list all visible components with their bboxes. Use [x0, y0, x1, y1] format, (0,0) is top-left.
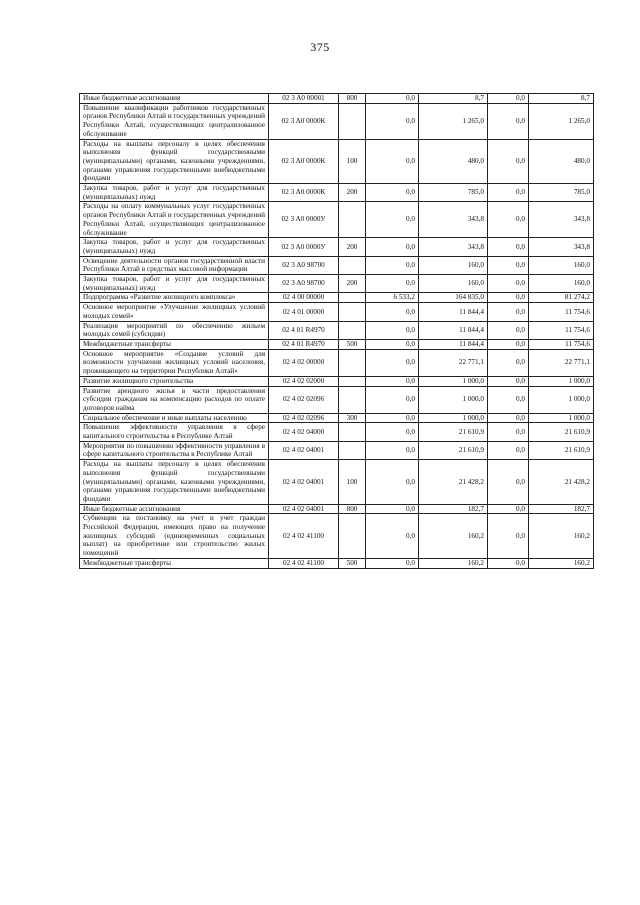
expense-type — [339, 423, 366, 441]
budget-code: 02 3 A0 0000К — [269, 184, 339, 202]
table-row — [80, 238, 594, 256]
value-col2: 21 610,9 — [419, 441, 488, 459]
value-col4: 81 274,2 — [529, 293, 594, 303]
table-row — [80, 441, 594, 459]
expense-type — [339, 103, 366, 139]
value-col4: 160,2 — [529, 514, 594, 559]
budget-table — [79, 93, 594, 569]
value-col2: 182,7 — [419, 504, 488, 514]
value-col3: 0,0 — [488, 184, 529, 202]
value-col4: 11 754,6 — [529, 321, 594, 339]
value-col2: 21 428,2 — [419, 460, 488, 505]
expense-type — [339, 376, 366, 386]
value-col2: 1 000,0 — [419, 413, 488, 423]
value-col4: 1 000,0 — [529, 413, 594, 423]
budget-code: 02 4 02 04000 — [269, 423, 339, 441]
item-name: Расходы на выплаты персоналу в целях обеспечения выполнения функций государственными (муниципальными) органами, казенными учреждениями, органами управления государственными внебюджетными фондами — [80, 139, 269, 184]
value-col2: 21 610,9 — [419, 423, 488, 441]
value-col3: 0,0 — [488, 238, 529, 256]
value-col3: 0,0 — [488, 349, 529, 376]
table-row — [80, 94, 594, 104]
value-col3: 0,0 — [488, 441, 529, 459]
value-col1: 0,0 — [366, 139, 419, 184]
item-name: Развитие арендного жилья в части предоставления субсидии гражданам на компенсацию расходов по оплате договоров найма — [80, 386, 269, 413]
value-col4: 11 754,6 — [529, 303, 594, 321]
budget-code: 02 4 02 04001 — [269, 504, 339, 514]
value-col4: 21 610,9 — [529, 441, 594, 459]
expense-type: 800 — [339, 504, 366, 514]
value-col1: 0,0 — [366, 202, 419, 238]
table-row — [80, 256, 594, 274]
value-col4: 1 000,0 — [529, 376, 594, 386]
value-col3: 0,0 — [488, 275, 529, 293]
value-col2: 160,0 — [419, 275, 488, 293]
expense-type: 800 — [339, 94, 366, 104]
budget-code: 02 4 02 04001 — [269, 441, 339, 459]
value-col3: 0,0 — [488, 202, 529, 238]
item-name: Развитие жилищного строительства — [80, 376, 269, 386]
value-col2: 480,0 — [419, 139, 488, 184]
budget-code: 02 4 02 02096 — [269, 413, 339, 423]
value-col1: 0,0 — [366, 349, 419, 376]
value-col2: 11 844,4 — [419, 321, 488, 339]
value-col3: 0,0 — [488, 514, 529, 559]
table-row — [80, 139, 594, 184]
value-col4: 160,0 — [529, 256, 594, 274]
expense-type: 500 — [339, 558, 366, 568]
value-col4: 160,0 — [529, 275, 594, 293]
value-col2: 22 771,1 — [419, 349, 488, 376]
value-col4: 22 771,1 — [529, 349, 594, 376]
value-col4: 1 000,0 — [529, 386, 594, 413]
expense-type — [339, 256, 366, 274]
value-col2: 1 265,0 — [419, 103, 488, 139]
value-col4: 785,0 — [529, 184, 594, 202]
value-col3: 0,0 — [488, 423, 529, 441]
budget-code: 02 3 A0 00001 — [269, 94, 339, 104]
value-col4: 160,2 — [529, 558, 594, 568]
item-name: Повышение эффективности управления в сфере капитального строительства в Республике Алтай — [80, 423, 269, 441]
value-col1: 0,0 — [366, 504, 419, 514]
value-col1: 0,0 — [366, 386, 419, 413]
table-row — [80, 514, 594, 559]
value-col1: 0,0 — [366, 460, 419, 505]
expense-type: 200 — [339, 275, 366, 293]
value-col1: 0,0 — [366, 303, 419, 321]
expense-type — [339, 321, 366, 339]
value-col1: 0,0 — [366, 413, 419, 423]
value-col1: 0,0 — [366, 103, 419, 139]
item-name: Социальное обеспечение и иные выплаты населению — [80, 413, 269, 423]
value-col3: 0,0 — [488, 504, 529, 514]
budget-code: 02 4 02 04001 — [269, 460, 339, 505]
item-name: Расходы на оплату коммунальных услуг государственных органов Республики Алтай и государственных учреждений Республики Алтай, осуществляющих централизованное обслуживание — [80, 202, 269, 238]
budget-code: 02 4 02 02096 — [269, 386, 339, 413]
expense-type — [339, 441, 366, 459]
table-row — [80, 423, 594, 441]
expense-type: 500 — [339, 339, 366, 349]
table-row — [80, 386, 594, 413]
value-col2: 343,8 — [419, 202, 488, 238]
value-col3: 0,0 — [488, 413, 529, 423]
item-name: Иные бюджетные ассигнования — [80, 504, 269, 514]
budget-code: 02 4 00 00000 — [269, 293, 339, 303]
value-col2: 343,8 — [419, 238, 488, 256]
value-col1: 0,0 — [366, 275, 419, 293]
item-name: Основное мероприятие «Улучшение жилищных условий молодых семей» — [80, 303, 269, 321]
value-col2: 1 000,0 — [419, 376, 488, 386]
expense-type — [339, 386, 366, 413]
item-name: Закупка товаров, работ и услуг для государственных (муниципальных) нужд — [80, 275, 269, 293]
value-col2: 164 835,0 — [419, 293, 488, 303]
budget-code: 02 4 01 R4970 — [269, 339, 339, 349]
value-col1: 0,0 — [366, 514, 419, 559]
value-col1: 0,0 — [366, 94, 419, 104]
budget-code: 02 3 A0 0000К — [269, 139, 339, 184]
budget-code: 02 3 A0 98700 — [269, 256, 339, 274]
value-col2: 11 844,4 — [419, 303, 488, 321]
value-col3: 0,0 — [488, 376, 529, 386]
value-col1: 0,0 — [366, 376, 419, 386]
value-col4: 343,8 — [529, 202, 594, 238]
budget-code: 02 3 A0 0000К — [269, 103, 339, 139]
table-row — [80, 376, 594, 386]
budget-table-body — [80, 94, 594, 569]
value-col4: 182,7 — [529, 504, 594, 514]
expense-type: 100 — [339, 460, 366, 505]
budget-code: 02 4 01 R4970 — [269, 321, 339, 339]
item-name: Межбюджетные трансферты — [80, 558, 269, 568]
table-row — [80, 339, 594, 349]
value-col3: 0,0 — [488, 303, 529, 321]
value-col1: 0,0 — [366, 441, 419, 459]
value-col1: 0,0 — [366, 339, 419, 349]
expense-type: 200 — [339, 184, 366, 202]
value-col4: 8,7 — [529, 94, 594, 104]
value-col2: 11 844,4 — [419, 339, 488, 349]
value-col1: 0,0 — [366, 238, 419, 256]
item-name: Основное мероприятие «Создание условий для возможности улучшения жилищных условий населения, проживающего на территории Республики Алтай» — [80, 349, 269, 376]
table-row — [80, 413, 594, 423]
budget-code: 02 3 A0 0000У — [269, 238, 339, 256]
value-col4: 21 610,9 — [529, 423, 594, 441]
value-col3: 0,0 — [488, 139, 529, 184]
value-col3: 0,0 — [488, 558, 529, 568]
value-col3: 0,0 — [488, 386, 529, 413]
table-row — [80, 303, 594, 321]
value-col2: 8,7 — [419, 94, 488, 104]
budget-code: 02 3 A0 98700 — [269, 275, 339, 293]
value-col1: 0,0 — [366, 184, 419, 202]
value-col1: 0,0 — [366, 423, 419, 441]
budget-code: 02 4 02 41100 — [269, 558, 339, 568]
value-col1: 0,0 — [366, 256, 419, 274]
expense-type — [339, 303, 366, 321]
value-col3: 0,0 — [488, 321, 529, 339]
value-col1: 6 533,2 — [366, 293, 419, 303]
budget-code: 02 4 02 41100 — [269, 514, 339, 559]
table-row — [80, 275, 594, 293]
value-col1: 0,0 — [366, 558, 419, 568]
expense-type: 300 — [339, 413, 366, 423]
table-row — [80, 349, 594, 376]
table-row — [80, 293, 594, 303]
expense-type — [339, 349, 366, 376]
value-col3: 0,0 — [488, 94, 529, 104]
value-col4: 21 428,2 — [529, 460, 594, 505]
value-col4: 11 754,6 — [529, 339, 594, 349]
budget-code: 02 4 02 02000 — [269, 376, 339, 386]
value-col3: 0,0 — [488, 339, 529, 349]
table-row — [80, 321, 594, 339]
item-name: Реализация мероприятий по обеспечению жильем молодых семей (субсидии) — [80, 321, 269, 339]
item-name: Подпрограмма «Развитие жилищного комплекса» — [80, 293, 269, 303]
table-row — [80, 460, 594, 505]
table-row — [80, 103, 594, 139]
item-name: Закупка товаров, работ и услуг для государственных (муниципальных) нужд — [80, 238, 269, 256]
value-col3: 0,0 — [488, 256, 529, 274]
item-name: Иные бюджетные ассигнования — [80, 94, 269, 104]
budget-code: 02 3 A0 0000У — [269, 202, 339, 238]
value-col2: 1 000,0 — [419, 386, 488, 413]
value-col2: 160,0 — [419, 256, 488, 274]
value-col2: 160,2 — [419, 558, 488, 568]
value-col3: 0,0 — [488, 460, 529, 505]
expense-type: 100 — [339, 139, 366, 184]
value-col1: 0,0 — [366, 321, 419, 339]
table-row — [80, 202, 594, 238]
item-name: Повышение квалификации работников государственных органов Республики Алтай и государственных учреждений Республики Алтай, осуществляющих централизованное обслуживание — [80, 103, 269, 139]
item-name: Освещение деятельности органов государственной власти Республики Алтай в средствах массовой информации — [80, 256, 269, 274]
value-col2: 160,2 — [419, 514, 488, 559]
value-col3: 0,0 — [488, 293, 529, 303]
budget-code: 02 4 01 00000 — [269, 303, 339, 321]
table-row — [80, 558, 594, 568]
item-name: Закупка товаров, работ и услуг для государственных (муниципальных) нужд — [80, 184, 269, 202]
expense-type: 200 — [339, 238, 366, 256]
budget-code: 02 4 02 00000 — [269, 349, 339, 376]
item-name: Мероприятия по повышению эффективности управления в сфере капитального строительства в Республике Алтай — [80, 441, 269, 459]
value-col4: 343,8 — [529, 238, 594, 256]
table-row — [80, 504, 594, 514]
expense-type — [339, 514, 366, 559]
value-col4: 1 265,0 — [529, 103, 594, 139]
table-row — [80, 184, 594, 202]
expense-type — [339, 202, 366, 238]
page-number: 375 — [310, 40, 330, 54]
item-name: Расходы на выплаты персоналу в целях обеспечения выполнения функций государственными (муниципальными) органами, казенными учреждениями, органами управления государственными внебюджетными фондами — [80, 460, 269, 505]
item-name: Субвенции на постановку на учет и учет граждан Российской Федерации, имеющих право на получение жилищных субсидий (единовременных социальных выплат) на приобретение или строительство жилых помещений — [80, 514, 269, 559]
value-col2: 785,0 — [419, 184, 488, 202]
value-col4: 480,0 — [529, 139, 594, 184]
expense-type — [339, 293, 366, 303]
value-col3: 0,0 — [488, 103, 529, 139]
item-name: Межбюджетные трансферты — [80, 339, 269, 349]
